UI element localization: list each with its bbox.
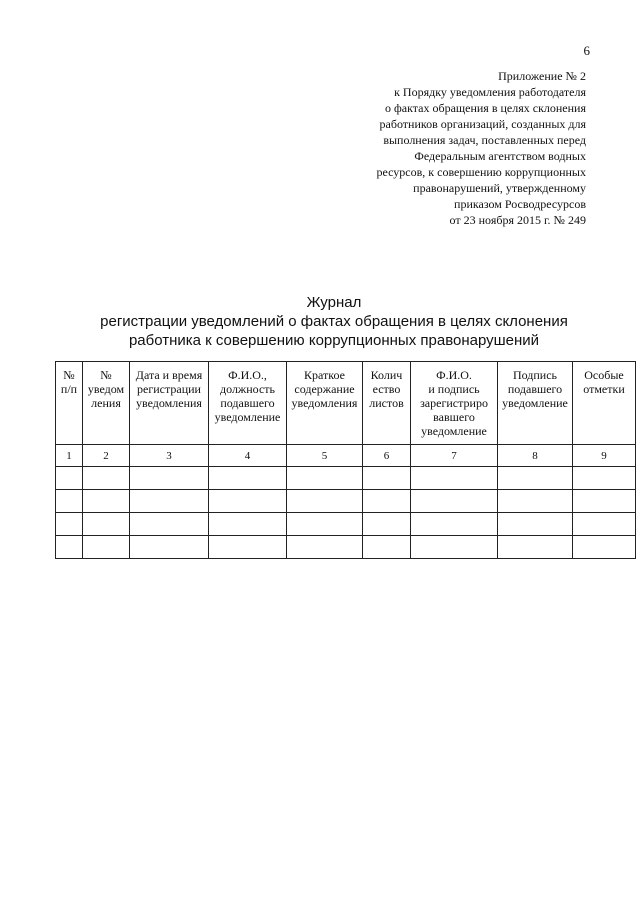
table-row (56, 536, 636, 559)
title-heading: Журнал (306, 294, 362, 311)
table-cell (411, 490, 498, 513)
table-cell (287, 490, 363, 513)
appendix-note (320, 68, 586, 228)
table-cell (130, 513, 209, 536)
table-row (56, 467, 636, 490)
column-header: Колич ество листов (363, 362, 411, 445)
table-cell (287, 467, 363, 490)
table-cell (56, 467, 83, 490)
table-cell (130, 490, 209, 513)
table-cell (83, 490, 130, 513)
title-line: регистрации уведомлений о фактах обращения в целях склонения (100, 313, 568, 330)
column-header: Подпись подавшего уведомление (498, 362, 573, 445)
column-header: Особые отметки (573, 362, 636, 445)
column-header: Дата и время регистрации уведомления (130, 362, 209, 445)
column-number: 1 (56, 445, 83, 467)
table-row (56, 490, 636, 513)
column-number: 7 (411, 445, 498, 467)
table-cell (411, 513, 498, 536)
table-cell (498, 467, 573, 490)
table-cell (411, 536, 498, 559)
column-number: 8 (498, 445, 573, 467)
table-cell (363, 467, 411, 490)
table-cell (130, 536, 209, 559)
table-cell (83, 536, 130, 559)
page-number: 6 (583, 43, 590, 58)
journal-table-wrapper (55, 361, 640, 576)
appendix-line: приказом Росводресурсов (454, 197, 586, 211)
table-cell (363, 513, 411, 536)
column-number: 3 (130, 445, 209, 467)
table-cell (209, 467, 287, 490)
header-row (56, 362, 636, 445)
title-line: работника к совершению коррупционных правонарушений (128, 332, 540, 349)
table-row (56, 513, 636, 536)
table-cell (83, 467, 130, 490)
appendix-line: ресурсов, к совершению коррупционных (376, 165, 586, 179)
column-header: № п/п (56, 362, 83, 445)
column-number: 4 (209, 445, 287, 467)
appendix-line: Федеральным агентством водных (414, 149, 586, 163)
table-cell (83, 513, 130, 536)
appendix-line: к Порядку уведомления работодателя (394, 85, 586, 99)
table-cell (363, 490, 411, 513)
journal-title (60, 293, 608, 350)
column-header: Краткое содержание уведомления (287, 362, 363, 445)
table-cell (287, 536, 363, 559)
table-cell (498, 513, 573, 536)
appendix-line: о фактах обращения в целях склонения (384, 101, 586, 115)
column-header: № уведом ления (83, 362, 130, 445)
appendix-line: от 23 ноября 2015 г. № 249 (449, 213, 586, 227)
table-cell (56, 536, 83, 559)
table-cell (209, 536, 287, 559)
journal-table (55, 361, 636, 559)
table-cell (363, 536, 411, 559)
table-cell (498, 536, 573, 559)
appendix-line: правонарушений, утвержденному (413, 181, 586, 195)
column-header: Ф.И.О., должность подавшего уведомление (209, 362, 287, 445)
table-cell (411, 467, 498, 490)
table-cell (573, 536, 636, 559)
column-header: Ф.И.О. и подпись зарегистриро вавшего уведомление (411, 362, 498, 445)
table-cell (287, 513, 363, 536)
column-number: 2 (83, 445, 130, 467)
column-number-row (56, 445, 636, 467)
appendix-line: Приложение № 2 (498, 69, 586, 83)
table-cell (573, 513, 636, 536)
table-cell (130, 467, 209, 490)
table-cell (573, 490, 636, 513)
column-number: 6 (363, 445, 411, 467)
column-number: 9 (573, 445, 636, 467)
appendix-line: работников организаций, созданных для (379, 117, 586, 131)
table-cell (498, 490, 573, 513)
table-cell (56, 513, 83, 536)
appendix-line: выполнения задач, поставленных перед (383, 133, 586, 147)
table-cell (573, 467, 636, 490)
table-cell (56, 490, 83, 513)
blank-rows (56, 467, 636, 559)
table-cell (209, 513, 287, 536)
column-number: 5 (287, 445, 363, 467)
table-cell (209, 490, 287, 513)
